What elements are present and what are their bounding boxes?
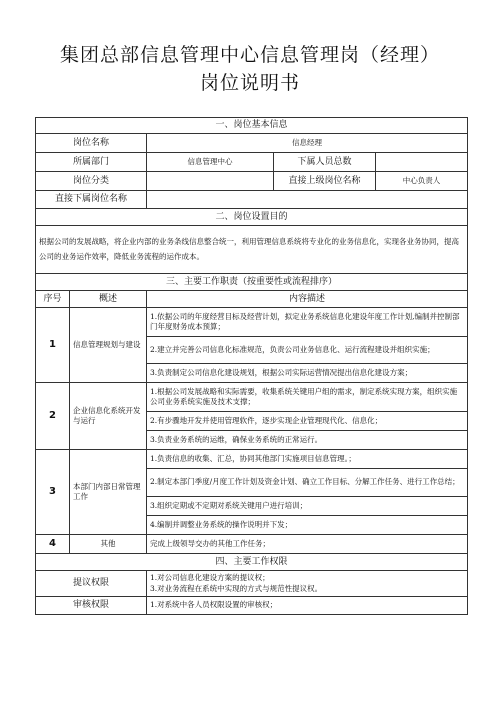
duty-detail: 3.组织定期或不定期对系统关键用户进行培训；: [147, 497, 468, 516]
review-authority-item: 1.对系统中各人员权限设置的审核权；: [147, 597, 468, 615]
duty-detail: 3.负责制定公司信息化建设规划，根据公司实际运营情况提出信息化建设方案；: [147, 364, 468, 383]
col-header-summary: 概述: [70, 291, 147, 308]
position-name-value: 信息经理: [147, 134, 468, 153]
duty-seq: 1: [36, 308, 70, 383]
propose-authority-item: 1.对公司信息化建设方案的提议权；: [150, 573, 270, 583]
duty-seq: 4: [36, 535, 70, 554]
department-value: 信息管理中心: [147, 153, 274, 172]
direct-subordinate-label: 直接下属岗位名称: [36, 191, 147, 209]
direct-superior-value: 中心负责人: [376, 172, 468, 191]
duty-detail: 4.编制并调整业务系统的操作说明并下发；: [147, 516, 468, 535]
subordinate-count-value: [376, 153, 468, 172]
section-duties: 三、主要工作职责（按重要性或流程排序）: [36, 274, 468, 291]
duty-detail: 1.依据公司的年度经营目标及经营计划，拟定业务系统信息化建设年度工作计划,编制并控制部门年度财务成本预算；: [147, 308, 468, 337]
document-subtitle: 岗位说明书: [199, 72, 300, 94]
duty-seq: 3: [36, 450, 70, 535]
direct-superior-label: 直接上级岗位名称: [274, 172, 376, 191]
duty-detail: 2.制定本部门季度/月度工作计划及资金计划、确立工作目标、分解工作任务、进行工作总结；: [147, 469, 468, 497]
propose-authority-item: 3.对业务流程在系统中实现的方式与规范性提议权。: [150, 583, 323, 593]
duty-summary: 其他: [70, 535, 147, 554]
duty-detail: 2.有步骤地开发并使用管理软件，逐步实现企业管理现代化、信息化；: [147, 412, 468, 431]
duty-detail: 1.根据公司发展战略和实际需要，收集系统关键用户组的需求，制定系统实现方案，组织实施公司业务系统实施及技术支撑；: [147, 383, 468, 412]
duty-summary: 本部门内部日常管理工作: [70, 450, 147, 535]
purpose-text: 根据公司的发展战略，将企业内部的业务条线信息整合统一，利用管理信息系统将专业化的业务信息化，实现各业务协同，提高公司的业务运作效率，降低业务流程的运作成本。: [36, 226, 468, 274]
duty-summary: 信息管理规划与建设: [70, 308, 147, 383]
duty-summary: 企业信息化系统开发与运行: [70, 383, 147, 450]
category-value: [147, 172, 274, 191]
duty-seq: 2: [36, 383, 70, 450]
subordinate-count-label: 下属人员总数: [274, 153, 376, 172]
section-purpose: 二、岗位设置目的: [36, 209, 468, 226]
category-label: 岗位分类: [36, 172, 147, 191]
position-name-label: 岗位名称: [36, 134, 147, 153]
duty-detail: 3.负责业务系统的运维，确保业务系统的正常运行。: [147, 431, 468, 450]
review-authority-label: 审核权限: [36, 597, 147, 615]
document-title: 集团总部信息管理中心信息管理岗（经理）: [59, 44, 440, 66]
propose-authority-detail: [147, 571, 468, 597]
propose-authority-label: 提议权限: [36, 571, 147, 597]
section-basic-info: 一、岗位基本信息: [36, 118, 468, 134]
col-header-seq: 序号: [36, 291, 70, 308]
duty-detail: 2.建立并完善公司信息化标准规范，负责公司业务信息化、运行流程建设并组织实施；: [147, 337, 468, 364]
job-description-table: [35, 117, 468, 615]
duty-detail: 1.负责信息的收集、汇总，协同其他部门实施项目信息管理。；: [147, 450, 468, 469]
col-header-content: 内容描述: [147, 291, 468, 308]
section-authority: 四、主要工作权限: [36, 554, 468, 571]
department-label: 所属部门: [36, 153, 147, 172]
direct-subordinate-value: [147, 191, 468, 209]
duty-detail: 完成上级领导交办的其他工作任务；: [147, 535, 468, 554]
